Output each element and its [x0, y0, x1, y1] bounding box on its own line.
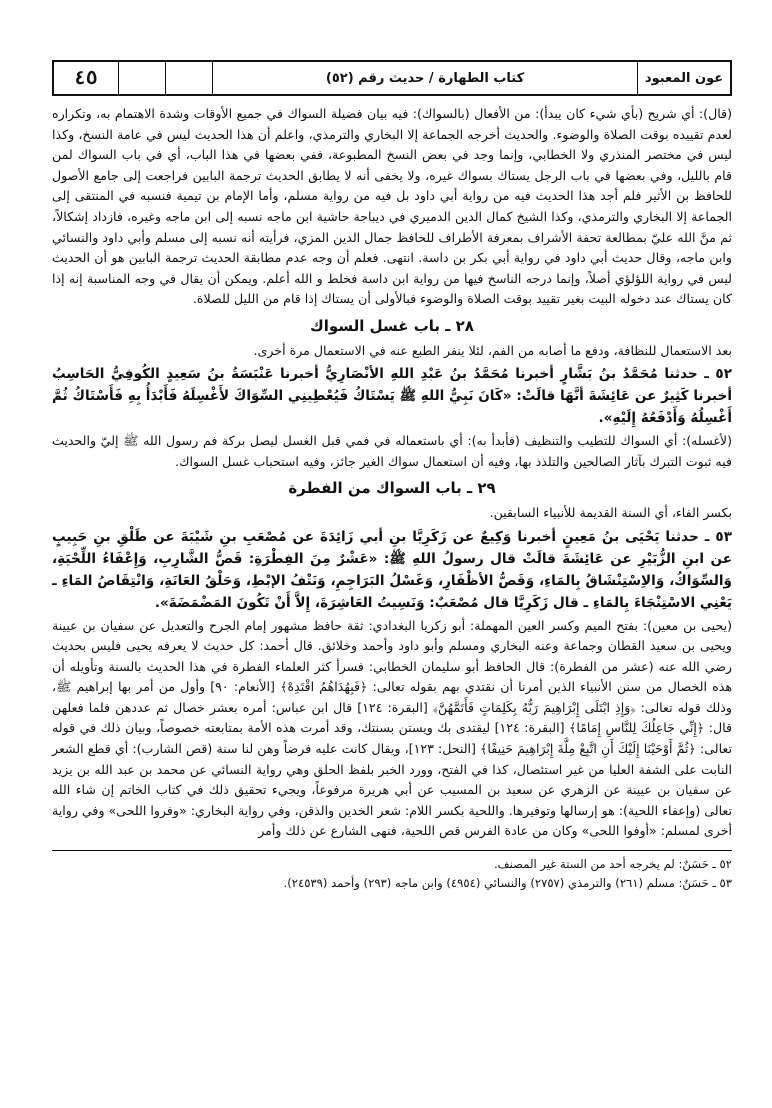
header-empty-cell — [118, 62, 165, 94]
book-title: عون المعبود — [637, 62, 730, 94]
chapter-intro: بعد الاستعمال للنظافة، ودفع ما أصابه من الفم، لئلا ينفر الطبع عنه في الاستعمال مرة أخرى. — [253, 342, 732, 358]
chapter-intro: بكسر الفاء، أي السنة القديمة للأنبياء السابقين. — [489, 504, 732, 520]
hadith-text: ٥٢ ـ حدثنا مُحَمَّدُ بنُ بَشَّارٍ أخبرنا مُحَمَّدُ بنُ عَبْدِ اللهِ الأنْصَارِيُّ أخبرنا عَنْبَسَةُ بنُ سَعِيدٍ الكُوفِيُّ الحَاسِبُ أخبرنا كَثِيرٌ عن عَائِشَةَ أنَّهَا قالَتْ: «كَانَ نَبِيُّ اللهِ ﷺ يَسْتَاكُ فَيُعْطِينِي السِّوَاكَ لأَغْسِلَهُ فَأَبْدَأُ بِهِ فَأَسْتَاكُ ثُمَّ أَغْسِلُهُ وَأَدْفَعُهُ إِلَيْهِ». — [52, 366, 732, 427]
footnote: ٥٢ ـ حَسَنٌ: لم يخرجه أحد من الستة غير المصنف. — [494, 857, 732, 872]
header-empty-cell — [165, 62, 212, 94]
page-body — [52, 104, 732, 893]
commentary-paragraph: (قال): أي شريح (بأي شيء كان يبدأ): من الأفعال (بالسواك): فيه بيان فضيلة السواك في جميع الأوقات وشدة الاهتمام به، وتكراره لعدم تقييده بوقت الصلاة والوضوء. والحديث أخرجه الجماعة إلا البخاري والترمذي، واعلم أن هذا الحديث ليس في عامة النسخ، وكذا ليس في مختصر المنذري ولا الخطابي، وإنما وجد في بعض النسخ المطبوعة، ففي بعضها في هذا الباب، أي في باب السواك لمن قام بالليل، وفي بعضها في باب الرجل يستاك بسواك غيره، ولا يخفى أنه لا يطابق الحديث ترجمة البابين فراجعت إلى جامع الأصول للحافظ بن الأثير فلم أجد هذا الحديث فيه من رواية أبي داود بل فيه من رواية مسلم، وأما الإمام بن تيمية فنسبه في المنتقى إلى الجماعة إلا البخاري والترمذي، وكذا الشيخ كمال الدين الدميري في ديباجة حاشية ابن ماجه نسبه إلى ابن ماجه وغيره، فازداد إشكالاً، ثم منَّ الله عليّ بمطالعة تحفة الأشراف بمعرفة الأطراف للحافظ جمال الدين المزي، فرأيته أنه نسبه إلى مسلم وأبي داود والنسائي وابن ماجه، وقال حديث أبي داود في رواية أبي بكر بن داسة. انتهى. فعلم أن وجه عدم مطابقة الحديث ترجمة البابين هو أن الحديث ليس في رواية اللؤلؤي أصلاً، وإنما درجه الناسخ فيها من رواية ابن داسة فخلط و الله أعلم. ويمكن أن يقال في وجه المناسبة إنه إذا كان يستاك عند دخوله البيت بغير تقييد بوقت الصلاة والوضوء فبالأولى أن يستاك إذا قام من الليل للصلاة. — [52, 106, 732, 307]
chapter-title: كتاب الطهارة / حديث رقم (٥٢) — [212, 62, 637, 94]
page-number: ٤٥ — [74, 67, 98, 89]
hadith-commentary: (لأغسله): أي السواك للتطيب والتنظيف (فأبدأ به): أي باستعماله في فمي قبل الغسل ليصل بركة فم رسول الله ﷺ إليّ والحديث فيه ثبوت التبرك بآثار الصالحين والتلذذ بها، وفيه أن استعمال سواك الغير جائز، وفيه استحباب غسل السواك. — [52, 433, 732, 469]
hadith-text: ٥٣ ـ حدثنا يَحْيَى بنُ مَعِينٍ أخبرنا وَكِيعٌ عن زَكَرِيَّا بنِ أبي زَائِدَةَ عن مُصْعَبِ بنِ شَيْبَةَ عن طَلْقِ بنِ حَبِيبٍ عن ابنِ الزُّبَيْرِ عن عَائِشَةَ قالَتْ قال رسولُ اللهِ ﷺ: «عَشْرٌ مِنَ الفِطْرَةِ: قَصُّ الشَّارِبِ، وَإِعْفَاءُ اللِّحْيَةِ، وَالسِّوَاكُ، وَالاِسْتِنْشَاقُ بِالمَاءِ، وَقَصُّ الأظْفَارِ، وَغَسْلُ البَرَاجِمِ، وَنَتْفُ الإبْطِ، وَحَلْقُ العَانَةِ، وَانْتِقَاصُ المَاءِ ـ يَعْنِي الاسْتِنْجَاءَ بِالمَاءِ ـ قال زَكَرِيَّا قال مُصْعَبٌ: وَنَسِيتُ العَاشِرَةَ، إِلاَّ أَنْ تَكُونَ المَضْمَضَةَ». — [52, 528, 732, 611]
chapter-heading: ٢٨ ـ باب غسل السواك — [310, 316, 474, 335]
footnote-divider — [52, 850, 732, 851]
hadith-commentary: (يحيى بن معين): بفتح الميم وكسر العين المهملة: أبو زكريا البغدادي: ثقة حافظ مشهور إمام الجرح والتعديل عن سفيان بن عيينة ويحيى بن سعيد القطان وجماعة وعنه البخاري ومسلم وأبو داود وأحمد وخلائق. قال أحمد: كل حديث لا يعرفه يحيى فليس بحديث رضي الله عنه (عشر من الفطرة): قال الحافظ أبو سليمان الخطابي: فسرأ كثر العلماء الفطرة في هذا الحديث بالسنة وتأويله أن هذه الخصال من سنن الأنبياء الذين أمرنا أن نقتدي بهم بقوله تعالى: ﴿فَبِهُدَاهُمُ اقْتَدِهْ﴾ [الأنعام: ٩٠] وأول من أمر بها إبراهيم ﷺ، وذلك قوله تعالى: ﴿وَإِذِ ابْتَلَى إِبْرَاهِيمَ رَبُّهُ بِكَلِمَاتٍ فَأَتَمَّهُنَّ﴾ [البقرة: ١٢٤] قال ابن عباس: أمره بعشر خصال ثم عددهن فلما فعلهن قال: ﴿إِنِّي جَاعِلُكَ لِلنَّاسِ إِمَامًا﴾ [البقرة: ١٢٤] ليقتدى بك ويستن بسنتك، وقد أمرت هذه الأمة بمتابعته خصوصاً، وبيان ذلك في قوله تعالى: ﴿ثُمَّ أَوْحَيْنَا إِلَيْكَ أَنِ اتَّبِعْ مِلَّةَ إِبْرَاهِيمَ حَنِيفًا﴾ [النحل: ١٢٣]، ويقال كانت عليه فرضاً وهن لنا سنة (قص الشارب): أي قطع الشعر النابت على الشفة العليا من غير استئصال، كذا في الفتح، وورد الخبر بلفظ الحلق وهي رواية النسائي عن محمد بن عبد الله بن يزيد عن سفيان بن عيينة عن الزهري عن سعيد بن المسيب عن أبي هريرة مرفوعاً، ويجيء تحقيق ذلك في كتاب الخاتم إن شاء الله تعالى (وإعفاء اللحية): هو إرسالها وتوفيرها. واللحية بكسر اللام: شعر الخدين والذقن، وفي رواية البخاري: «وفروا اللحى» وفي رواية أخرى لمسلم: «أوفوا اللحى» وكان من عادة الفرس قص اللحية، فنهى الشارع عن ذلك وأمر — [52, 617, 732, 839]
chapter-heading: ٢٩ ـ باب السواك من الفطرة — [288, 479, 496, 498]
page — [52, 60, 732, 1090]
footnote: ٥٣ ـ حَسَنٌ: مسلم (٢٦١) والترمذي (٢٧٥٧) والنسائي (٤٩٥٤) وابن ماجه (٢٩٣) وأحمد (٢٤٥٣٩). — [283, 876, 732, 891]
running-header — [52, 60, 732, 96]
